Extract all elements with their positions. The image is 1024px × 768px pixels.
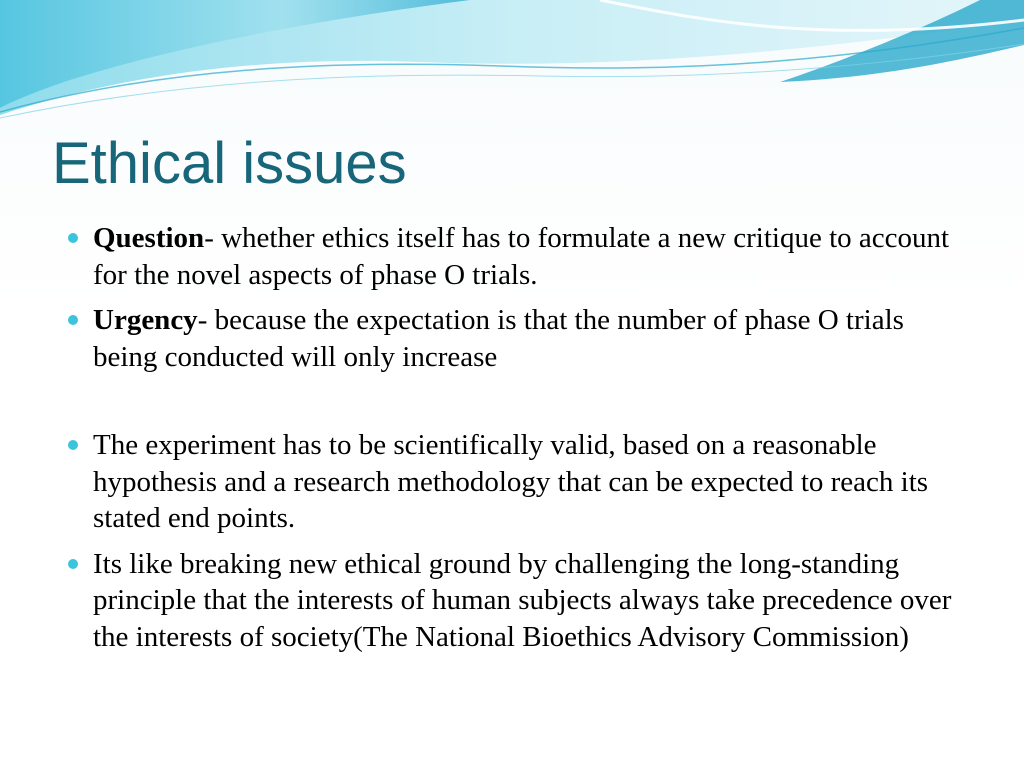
bullet-text: The experiment has to be scientifically valid, based on a reasonable hypothesis and a research methodology that can be expected to reach its stated end points.: [93, 429, 929, 534]
bullet-text: - whether ethics itself has to formulate a new critique to account for the novel aspects of phase O trials.: [93, 222, 950, 291]
header-wave-decoration: [0, 0, 1024, 130]
bullet-question: [68, 220, 968, 293]
bullet-text: - because the expectation is that the number of phase O trials being conducted will only increase: [93, 304, 904, 373]
bullet-urgency: [68, 302, 968, 375]
slide-title: Ethical issues: [52, 131, 407, 196]
bullet-marker-icon: [68, 559, 78, 569]
bullet-ethical-ground: [68, 546, 968, 656]
bullet-marker-icon: [68, 233, 78, 243]
bullet-term: Urgency: [93, 304, 198, 336]
bullet-validity: [68, 427, 968, 537]
bullet-marker-icon: [68, 315, 78, 325]
bullet-text: Its like breaking new ethical ground by challenging the long-standing principle that the interests of human subjects always take precedence over the interests of society(The National Bioethics Advisory Commission): [93, 547, 952, 653]
bullet-term: Question: [93, 222, 205, 254]
bullet-list: [68, 220, 968, 655]
bullet-marker-icon: [68, 440, 78, 450]
